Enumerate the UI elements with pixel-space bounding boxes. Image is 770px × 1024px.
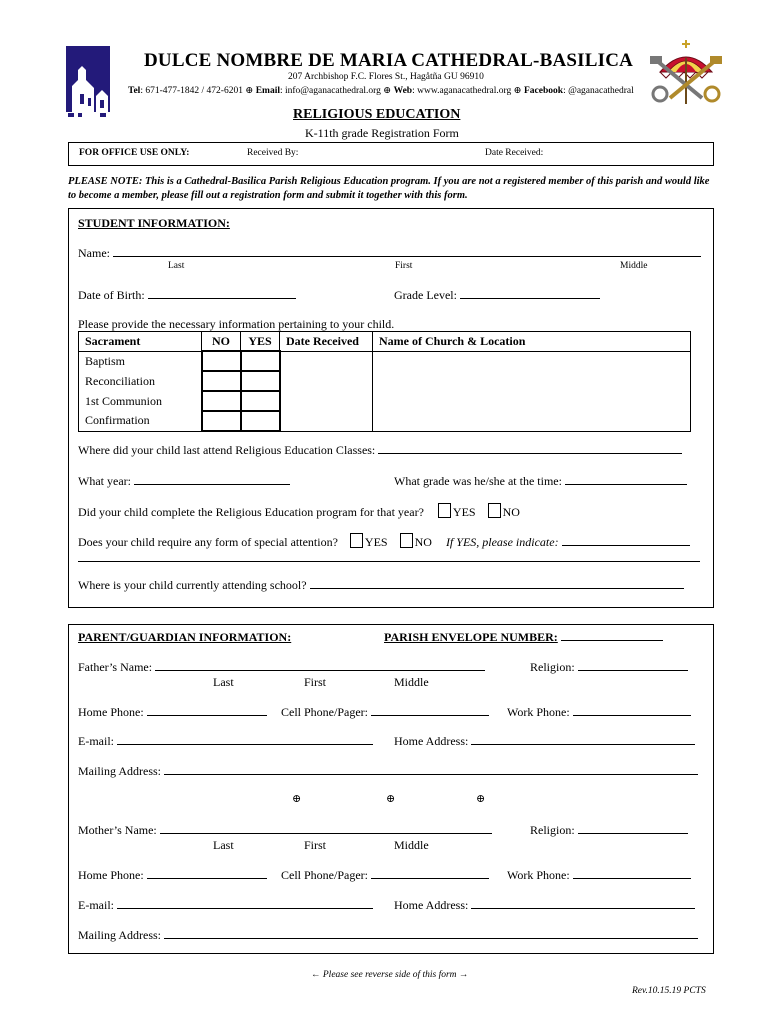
- what-year-label: What year:: [78, 474, 131, 488]
- what-year-field[interactable]: [78, 474, 290, 489]
- father-work-phone-field[interactable]: [507, 705, 691, 720]
- mother-home-address-field[interactable]: [394, 898, 695, 913]
- father-mailing-address-field[interactable]: [78, 764, 698, 779]
- date-received-label: Date Received:: [485, 148, 544, 158]
- middle-caption: Middle: [394, 838, 429, 852]
- email-label: E-mail:: [78, 734, 114, 748]
- reverse-side-note: ← Please see reverse side of this form →: [311, 970, 469, 980]
- special-no-checkbox[interactable]: [400, 533, 413, 548]
- what-grade-label: What grade was he/she at the time:: [394, 474, 562, 488]
- if-yes-label: If YES, please indicate:: [445, 535, 559, 549]
- yes-checkbox[interactable]: [241, 391, 280, 411]
- father-name-label: Father’s Name:: [78, 660, 153, 674]
- name-label: Name:: [78, 246, 110, 260]
- last-caption: Last: [168, 261, 185, 271]
- date-cell[interactable]: [280, 391, 373, 411]
- basilica-emblem: [646, 38, 726, 106]
- yes-label: YES: [452, 505, 476, 519]
- last-attend-field[interactable]: [78, 443, 682, 458]
- form-subheading: K-11th grade Registration Form: [305, 126, 459, 140]
- no-checkbox[interactable]: [202, 371, 241, 391]
- no-label: NO: [502, 505, 520, 519]
- father-home-address-field[interactable]: [394, 734, 695, 749]
- office-use-label: FOR OFFICE USE ONLY:: [79, 148, 190, 158]
- cathedral-logo: [66, 46, 110, 118]
- facebook-value[interactable]: : @aganacathedral: [563, 86, 634, 96]
- special-attention-question: [78, 533, 690, 550]
- last-caption: Last: [213, 675, 234, 689]
- email-label: Email: [255, 86, 280, 96]
- mother-mailing-address-field[interactable]: [78, 928, 698, 943]
- middle-caption: Middle: [620, 261, 648, 271]
- date-cell[interactable]: [280, 371, 373, 391]
- yes-label: YES: [364, 535, 388, 549]
- yes-header: YES: [241, 332, 280, 352]
- complete-yes-checkbox[interactable]: [438, 503, 451, 518]
- yes-checkbox[interactable]: [241, 411, 280, 431]
- mother-religion-field[interactable]: [530, 823, 688, 838]
- office-use-box: [68, 142, 714, 166]
- tel-label: Tel: [128, 86, 141, 96]
- cell-phone-label: Cell Phone/Pager:: [281, 868, 368, 882]
- contact-line: [128, 85, 634, 96]
- last-attend-label: Where did your child last attend Religious Education Classes:: [78, 443, 376, 457]
- envelope-field[interactable]: [384, 630, 663, 645]
- separator: ⊕: [245, 86, 254, 96]
- home-phone-label: Home Phone:: [78, 868, 144, 882]
- table-row: [79, 411, 691, 431]
- middle-caption: Middle: [394, 675, 429, 689]
- church-cell[interactable]: [373, 391, 691, 411]
- no-header: NO: [202, 332, 241, 352]
- mailing-address-label: Mailing Address:: [78, 764, 161, 778]
- parish-address: 207 Archbishop F.C. Flores St., Hagåtña GU 96910: [288, 72, 484, 82]
- mother-name-label: Mother’s Name:: [78, 823, 157, 837]
- church-location-header: Name of Church & Location: [373, 332, 691, 352]
- first-caption: First: [395, 261, 413, 271]
- father-cell-phone-field[interactable]: [281, 705, 489, 720]
- church-cell[interactable]: [373, 351, 691, 371]
- complete-no-checkbox[interactable]: [488, 503, 501, 518]
- sacrament-name: Confirmation: [79, 411, 202, 431]
- program-complete-question: [78, 503, 520, 520]
- grade-level-field[interactable]: [394, 288, 600, 303]
- dob-label: Date of Birth:: [78, 288, 145, 302]
- current-school-label: Where is your child currently attending school?: [78, 578, 307, 592]
- father-religion-field[interactable]: [530, 660, 688, 675]
- work-phone-label: Work Phone:: [507, 705, 570, 719]
- first-caption: First: [304, 675, 327, 689]
- cell-phone-label: Cell Phone/Pager:: [281, 705, 368, 719]
- special-attention-line[interactable]: [78, 551, 700, 566]
- mother-cell-phone-field[interactable]: [281, 868, 489, 883]
- last-caption: Last: [213, 838, 234, 852]
- form-heading: RELIGIOUS EDUCATION: [293, 107, 461, 122]
- email-value[interactable]: : info@aganacathedral.org: [279, 86, 381, 96]
- father-home-phone-field[interactable]: [78, 705, 267, 720]
- current-school-field[interactable]: [78, 578, 684, 593]
- envelope-label: PARISH ENVELOPE NUMBER:: [384, 630, 558, 644]
- father-email-field[interactable]: [78, 734, 373, 749]
- separator: ⊕: [513, 86, 522, 96]
- sacrament-name: Baptism: [79, 351, 202, 371]
- church-cell[interactable]: [373, 371, 691, 391]
- mother-home-phone-field[interactable]: [78, 868, 267, 883]
- home-address-label: Home Address:: [394, 898, 469, 912]
- home-phone-label: Home Phone:: [78, 705, 144, 719]
- work-phone-label: Work Phone:: [507, 868, 570, 882]
- date-cell[interactable]: [280, 351, 373, 371]
- tel-value: : 671-477-1842 / 472-6201: [140, 86, 243, 96]
- religion-label: Religion:: [530, 823, 575, 837]
- revision-label: Rev.10.15.19 PCTS: [632, 986, 706, 996]
- email-label: E-mail:: [78, 898, 114, 912]
- parent-heading: PARENT/GUARDIAN INFORMATION:: [78, 630, 292, 644]
- what-grade-field[interactable]: [394, 474, 687, 489]
- student-heading: STUDENT INFORMATION:: [78, 216, 230, 230]
- facebook-label: Facebook: [524, 86, 564, 96]
- date-received-header: Date Received: [280, 332, 373, 352]
- mailing-address-label: Mailing Address:: [78, 928, 161, 942]
- received-by-label: Received By:: [247, 148, 299, 158]
- special-yes-checkbox[interactable]: [350, 533, 363, 548]
- section-divider: ⊕: [386, 793, 396, 805]
- table-row: [79, 391, 691, 411]
- religion-label: Religion:: [530, 660, 575, 674]
- program-complete-label: Did your child complete the Religious Education program for that year?: [78, 505, 424, 519]
- special-attention-label: Does your child require any form of special attention?: [78, 535, 338, 549]
- yes-checkbox[interactable]: [241, 351, 280, 371]
- yes-checkbox[interactable]: [241, 371, 280, 391]
- table-row: [79, 351, 691, 371]
- sacrament-intro: Please provide the necessary information pertaining to your child.: [78, 317, 395, 331]
- no-label: NO: [414, 535, 432, 549]
- sacrament-table: [78, 331, 691, 432]
- no-checkbox[interactable]: [202, 351, 241, 371]
- section-divider: ⊕: [476, 793, 486, 805]
- dob-field[interactable]: [78, 288, 296, 303]
- sacrament-header: Sacrament: [79, 332, 202, 352]
- sacrament-name: Reconciliation: [79, 371, 202, 391]
- grade-level-label: Grade Level:: [394, 288, 457, 302]
- first-caption: First: [304, 838, 327, 852]
- mother-name-field[interactable]: [78, 823, 492, 838]
- father-name-field[interactable]: [78, 660, 485, 675]
- table-row: [79, 371, 691, 391]
- section-divider: ⊕: [292, 793, 302, 805]
- date-cell[interactable]: [280, 411, 373, 431]
- sacrament-name: 1st Communion: [79, 391, 202, 411]
- home-address-label: Home Address:: [394, 734, 469, 748]
- name-field[interactable]: [78, 246, 701, 261]
- no-checkbox[interactable]: [202, 411, 241, 431]
- membership-note: PLEASE NOTE: This is a Cathedral-Basilica Parish Religious Education program. If you are not a registered member of this parish and would like to become a member, please fill out a registration form and submit it together with this form.: [68, 176, 710, 201]
- church-cell[interactable]: [373, 411, 691, 431]
- web-value[interactable]: : www.aganacathedral.org: [412, 86, 512, 96]
- separator: ⊕: [383, 86, 392, 96]
- mother-email-field[interactable]: [78, 898, 373, 913]
- web-label: Web: [393, 86, 413, 96]
- parish-title: DULCE NOMBRE DE MARIA CATHEDRAL-BASILICA: [144, 50, 634, 71]
- no-checkbox[interactable]: [202, 391, 241, 411]
- mother-work-phone-field[interactable]: [507, 868, 691, 883]
